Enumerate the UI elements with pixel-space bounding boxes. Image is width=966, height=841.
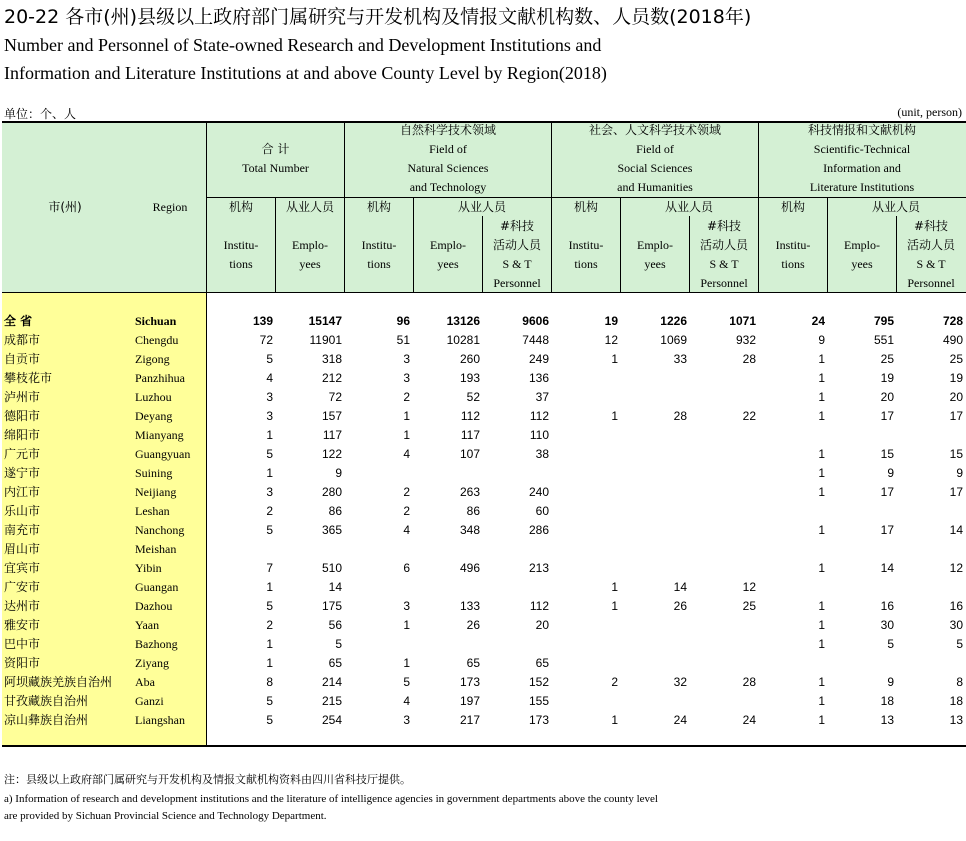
employees-header-en: yees [851, 257, 873, 271]
st-personnel-header-en: Personnel [907, 276, 955, 290]
table-cell: 5 [266, 713, 273, 727]
region-name-en: Luzhou [135, 390, 172, 404]
region-name-en: Yibin [135, 561, 162, 575]
table-cell: 1 [818, 637, 825, 651]
table-cell: 107 [459, 447, 480, 461]
table-cell: 52 [466, 390, 480, 404]
region-name-zh: 攀枝花市 [4, 371, 53, 385]
table-cell: 1 [818, 352, 825, 366]
region-name-zh: 乐山市 [4, 504, 41, 518]
table-cell: 5 [403, 675, 410, 689]
region-name-en: Aba [135, 675, 155, 689]
natural-header-en3: and Technology [409, 180, 487, 194]
table-cell: 1 [403, 409, 410, 423]
table-cell: 1 [818, 409, 825, 423]
table-cell: 286 [528, 523, 549, 537]
table-cell: 65 [535, 656, 549, 670]
table-cell: 72 [328, 390, 342, 404]
table-cell: 65 [328, 656, 342, 670]
table-cell: 25 [949, 352, 963, 366]
employees-header-en: Emplo- [430, 238, 466, 252]
table-cell: 1 [266, 637, 273, 651]
table-cell: 26 [466, 618, 480, 632]
region-name-zh: 泸州市 [4, 390, 41, 404]
table-cell: 9 [818, 333, 825, 347]
table-cell: 122 [321, 447, 342, 461]
table-cell: 1 [818, 694, 825, 708]
unit-label-en: (unit, person) [897, 105, 962, 119]
natural-header-en1: Field of [429, 142, 467, 156]
info-header-zh: 科技情报和文献机构 [807, 123, 916, 137]
table-cell: 1 [403, 428, 410, 442]
table-cell: 193 [459, 371, 480, 385]
employees-header-en: yees [299, 257, 321, 271]
st-personnel-header-zh: 活动人员 [699, 238, 748, 252]
table-cell: 5 [266, 523, 273, 537]
footnote-zh: 注：县级以上政府部门属研究与开发机构及情报文献机构资料由四川省科技厅提供。 [4, 773, 411, 786]
region-name-en: Guangyuan [135, 447, 191, 461]
natural-header-zh: 自然科学技术领域 [399, 123, 496, 137]
table-row [2, 426, 966, 445]
table-cell: 8 [956, 675, 963, 689]
institutions-header-en: Institu- [223, 238, 259, 252]
table-cell: 38 [535, 447, 549, 461]
table-cell: 20 [880, 390, 894, 404]
table-cell: 28 [673, 409, 687, 423]
table-cell: 19 [949, 371, 963, 385]
table-cell: 1 [403, 656, 410, 670]
table-cell: 19 [604, 314, 618, 328]
table-cell: 24 [811, 314, 825, 328]
table-cell: 152 [528, 675, 549, 689]
table-cell: 136 [528, 371, 549, 385]
table-cell: 28 [742, 352, 756, 366]
table-cell: 260 [459, 352, 480, 366]
st-personnel-header-en: Personnel [493, 276, 541, 290]
table-cell: 1 [818, 447, 825, 461]
table-cell: 3 [403, 371, 410, 385]
table-cell: 12 [949, 561, 963, 575]
table-cell: 155 [528, 694, 549, 708]
table-cell: 5 [266, 599, 273, 613]
table-cell: 551 [873, 333, 894, 347]
table-cell: 5 [956, 637, 963, 651]
table-cell: 213 [528, 561, 549, 575]
employees-header-en: Emplo- [637, 238, 673, 252]
social-header-zh: 社会、人文科学技术领域 [588, 123, 721, 137]
total-header-zh: 合 计 [261, 142, 290, 156]
employees-header-zh: 从业人员 [285, 200, 334, 214]
table-row [2, 711, 966, 730]
employees-header-zh: 从业人员 [664, 200, 713, 214]
region-name-en: Mianyang [135, 428, 184, 442]
table-cell: 932 [735, 333, 756, 347]
table-cell: 72 [259, 333, 273, 347]
table-cell: 9 [887, 675, 894, 689]
table-cell: 1226 [660, 314, 687, 328]
unit-label-zh: 单位：个、人 [4, 107, 77, 121]
institutions-header-en: tions [229, 257, 253, 271]
table-cell: 15 [949, 447, 963, 461]
table-cell: 9 [335, 466, 342, 480]
table-row [2, 521, 966, 540]
table-cell: 240 [528, 485, 549, 499]
table-cell: 4 [266, 371, 273, 385]
table-cell: 5 [266, 447, 273, 461]
table-cell: 17 [949, 409, 963, 423]
table-cell: 20 [949, 390, 963, 404]
region-name-zh: 资阳市 [4, 656, 41, 670]
employees-header-zh: 从业人员 [457, 200, 506, 214]
employees-header-en: Emplo- [844, 238, 880, 252]
table-row [2, 540, 966, 559]
table-row [2, 407, 966, 426]
institutions-header-en: tions [574, 257, 598, 271]
table-cell: 117 [460, 428, 480, 442]
table-cell: 30 [880, 618, 894, 632]
region-name-en: Ganzi [135, 694, 164, 708]
table-cell: 2 [266, 618, 273, 632]
region-name-en: Suining [135, 466, 173, 480]
table-cell: 33 [673, 352, 687, 366]
employees-header-en: Emplo- [292, 238, 328, 252]
region-name-zh: 绵阳市 [4, 428, 41, 442]
table-cell: 1 [266, 466, 273, 480]
region-name-zh: 雅安市 [4, 618, 41, 632]
table-cell: 86 [466, 504, 480, 518]
table-row-total [2, 312, 966, 331]
table-row [2, 597, 966, 616]
table-cell: 37 [535, 390, 549, 404]
table-cell: 2 [403, 390, 410, 404]
table-cell: 217 [459, 713, 480, 727]
institutions-header-en: Institu- [568, 238, 604, 252]
table-cell: 133 [459, 599, 480, 613]
table-cell: 1 [818, 618, 825, 632]
institutions-header-zh: 机构 [780, 200, 805, 214]
table-cell: 112 [460, 409, 480, 423]
st-personnel-header-zh: #科技 [913, 219, 949, 233]
table-cell: 173 [459, 675, 480, 689]
institutions-header-zh: 机构 [573, 200, 598, 214]
info-header-en2: Information and [823, 161, 901, 175]
table-cell: 16 [880, 599, 894, 613]
table-cell: 1 [818, 466, 825, 480]
table-cell: 9606 [522, 314, 549, 328]
table-cell: 7448 [522, 333, 549, 347]
table-row [2, 673, 966, 692]
st-personnel-header-en: Personnel [700, 276, 748, 290]
table-cell: 11901 [309, 333, 342, 347]
table-cell: 15 [880, 447, 894, 461]
table-cell: 32 [673, 675, 687, 689]
table-cell: 96 [396, 314, 410, 328]
social-header-en2: Social Sciences [617, 161, 693, 175]
region-name-en: Leshan [135, 504, 170, 518]
table-cell: 3 [403, 599, 410, 613]
table-cell: 1 [818, 523, 825, 537]
table-cell: 1 [611, 580, 618, 594]
total-header-en: Total Number [242, 161, 309, 175]
table-cell: 263 [459, 485, 480, 499]
table-cell: 1 [403, 618, 410, 632]
table-cell: 17 [880, 485, 894, 499]
table-cell: 13 [949, 713, 963, 727]
table-cell: 4 [403, 447, 410, 461]
table-row [2, 692, 966, 711]
table-cell: 14 [328, 580, 342, 594]
table-cell: 2 [403, 504, 410, 518]
region-name-zh: 德阳市 [4, 409, 41, 423]
table-cell: 28 [742, 675, 756, 689]
table-cell: 280 [321, 485, 342, 499]
table-row [2, 445, 966, 464]
region-header-en: Region [152, 200, 188, 214]
table-cell: 14 [949, 523, 963, 537]
table-cell: 110 [529, 428, 549, 442]
st-personnel-header-en: S & T [709, 257, 739, 271]
region-name-zh: 广元市 [4, 447, 41, 461]
table-cell: 1 [818, 675, 825, 689]
region-name-en: Meishan [135, 542, 177, 556]
table-cell: 510 [321, 561, 342, 575]
st-personnel-header-zh: 活动人员 [906, 238, 955, 252]
table-cell: 795 [873, 314, 894, 328]
region-name-zh: 遂宁市 [4, 466, 41, 480]
region-name-en: Neijiang [135, 485, 177, 499]
region-name-zh: 眉山市 [4, 542, 41, 556]
table-row [2, 369, 966, 388]
table-cell: 60 [535, 504, 549, 518]
employees-header-en: yees [437, 257, 459, 271]
table-cell: 1 [818, 390, 825, 404]
table-cell: 1 [266, 580, 273, 594]
table-cell: 215 [321, 694, 342, 708]
table-cell: 1 [818, 485, 825, 499]
table-cell: 3 [266, 409, 273, 423]
table-cell: 24 [673, 713, 687, 727]
table-cell: 2 [403, 485, 410, 499]
table-cell: 1071 [729, 314, 756, 328]
footnote-en-line1: a) Information of research and development institutions and the literature of intelligence agencies in government departments above the county level [4, 793, 658, 805]
region-name-zh: 巴中市 [4, 637, 41, 651]
table-cell: 112 [529, 409, 549, 423]
table-cell: 1 [611, 599, 618, 613]
table-cell: 16 [949, 599, 963, 613]
table-row [2, 464, 966, 483]
region-name-en: Chengdu [135, 333, 179, 347]
institutions-header-en: tions [781, 257, 805, 271]
table-cell: 197 [459, 694, 480, 708]
table-cell: 175 [321, 599, 342, 613]
table-cell: 8 [266, 675, 273, 689]
table-cell: 3 [403, 352, 410, 366]
table-cell: 10281 [446, 333, 480, 347]
table-row [2, 502, 966, 521]
table-cell: 5 [266, 694, 273, 708]
table-cell: 1 [818, 371, 825, 385]
st-personnel-header-zh: #科技 [499, 219, 535, 233]
table-cell: 25 [742, 599, 756, 613]
table-cell: 3 [403, 713, 410, 727]
employees-header-en: yees [644, 257, 666, 271]
region-name-zh: 广安市 [4, 580, 41, 594]
social-header-en3: and Humanities [617, 180, 693, 194]
table-cell: 2 [266, 504, 273, 518]
st-personnel-header-zh: #科技 [706, 219, 742, 233]
table-cell: 5 [266, 352, 273, 366]
region-name-zh: 阿坝藏族羌族自治州 [4, 675, 113, 689]
table-cell: 365 [321, 523, 342, 537]
table-cell: 249 [528, 352, 549, 366]
region-name-zh: 达州市 [4, 599, 41, 613]
institutions-header-en: Institu- [361, 238, 397, 252]
table-cell: 212 [321, 371, 342, 385]
social-header-en1: Field of [636, 142, 674, 156]
region-name-en: Panzhihua [135, 371, 185, 385]
table-cell: 214 [321, 675, 342, 689]
table-title-en-line2: Information and Literature Institutions at and above County Level by Region(2018) [4, 63, 607, 83]
institutions-header-en: Institu- [775, 238, 811, 252]
table-cell: 65 [466, 656, 480, 670]
table-cell: 1 [818, 713, 825, 727]
info-header-en1: Scientific-Technical [813, 142, 911, 156]
table-cell: 348 [459, 523, 480, 537]
table-cell: 318 [321, 352, 342, 366]
region-header-zh: 市(州) [48, 200, 82, 214]
region-name-zh: 成都市 [4, 333, 41, 347]
table-row [2, 559, 966, 578]
table-cell: 2 [611, 675, 618, 689]
table-cell: 1 [611, 409, 618, 423]
table-cell: 13126 [446, 314, 480, 328]
region-name-en: Bazhong [135, 637, 178, 651]
table-cell: 3 [266, 390, 273, 404]
region-name-en: Ziyang [135, 656, 169, 670]
table-cell: 728 [942, 314, 963, 328]
table-row [2, 635, 966, 654]
region-name-zh: 甘孜藏族自治州 [4, 694, 89, 708]
region-name-en: Zigong [135, 352, 170, 366]
table-cell: 5 [335, 637, 342, 651]
institutions-header-en: tions [367, 257, 391, 271]
table-cell: 20 [535, 618, 549, 632]
table-cell: 5 [887, 637, 894, 651]
table-row [2, 578, 966, 597]
region-name-en: Dazhou [135, 599, 173, 613]
table-cell: 490 [942, 333, 963, 347]
table-cell: 12 [604, 333, 618, 347]
table-cell: 1 [611, 713, 618, 727]
table-cell: 9 [887, 466, 894, 480]
table-cell: 1069 [660, 333, 687, 347]
table-cell: 17 [949, 485, 963, 499]
table-row [2, 388, 966, 407]
table-cell: 117 [322, 428, 342, 442]
table-cell: 18 [880, 694, 894, 708]
table-cell: 12 [742, 580, 756, 594]
table-cell: 1 [266, 656, 273, 670]
region-name-en: Liangshan [135, 713, 185, 727]
region-name-zh: 凉山彝族自治州 [4, 713, 89, 727]
table-cell: 86 [328, 504, 342, 518]
table-row [2, 654, 966, 673]
table-cell: 9 [956, 466, 963, 480]
table-cell: 51 [396, 333, 410, 347]
region-name-zh: 全 省 [4, 314, 33, 328]
table-cell: 1 [818, 561, 825, 575]
table-cell: 30 [949, 618, 963, 632]
table-bottom-rule [2, 745, 966, 747]
table-cell: 496 [459, 561, 480, 575]
table-cell: 15147 [308, 314, 342, 328]
table-title-en-line1: Number and Personnel of State-owned Research and Development Institutions and [4, 35, 602, 55]
table-cell: 4 [403, 523, 410, 537]
region-name-zh: 南充市 [4, 523, 41, 537]
table-cell: 1 [266, 428, 273, 442]
table-cell: 18 [949, 694, 963, 708]
table-cell: 254 [321, 713, 342, 727]
table-cell: 14 [880, 561, 894, 575]
table-cell: 26 [673, 599, 687, 613]
table-cell: 1 [818, 599, 825, 613]
table-cell: 7 [266, 561, 273, 575]
footnote-en-line2: are provided by Sichuan Provincial Science and Technology Department. [4, 810, 327, 822]
region-name-en: Nanchong [135, 523, 185, 537]
region-name-en: Guangan [135, 580, 179, 594]
info-header-en3: Literature Institutions [809, 180, 915, 194]
employees-header-zh: 从业人员 [871, 200, 920, 214]
region-name-zh: 自贡市 [4, 352, 41, 366]
table-cell: 14 [673, 580, 687, 594]
institutions-header-zh: 机构 [366, 200, 391, 214]
natural-header-en2: Natural Sciences [407, 161, 489, 175]
table-cell: 24 [742, 713, 756, 727]
region-name-en: Yaan [135, 618, 160, 632]
table-title-zh: 20-22 各市(州)县级以上政府部门属研究与开发机构及情报文献机构数、人员数(2018年) [4, 6, 752, 28]
region-name-zh: 宜宾市 [4, 561, 41, 575]
st-personnel-header-en: S & T [502, 257, 532, 271]
table-cell: 1 [611, 352, 618, 366]
table-cell: 19 [880, 371, 894, 385]
table-cell: 22 [742, 409, 756, 423]
region-name-en: Sichuan [135, 314, 177, 328]
table-cell: 112 [529, 599, 549, 613]
st-personnel-header-en: S & T [916, 257, 946, 271]
table-row [2, 483, 966, 502]
table-cell: 17 [880, 409, 894, 423]
table-cell: 157 [321, 409, 342, 423]
region-name-en: Deyang [135, 409, 173, 423]
table-cell: 173 [528, 713, 549, 727]
st-personnel-header-zh: 活动人员 [492, 238, 541, 252]
institutions-header-zh: 机构 [228, 200, 253, 214]
table-cell: 25 [880, 352, 894, 366]
table-cell: 3 [266, 485, 273, 499]
table-cell: 13 [880, 713, 894, 727]
table-cell: 17 [880, 523, 894, 537]
table-row [2, 616, 966, 635]
table-cell: 56 [328, 618, 342, 632]
table-row [2, 331, 966, 350]
table-cell: 139 [252, 314, 273, 328]
table-row [2, 350, 966, 369]
table-cell: 6 [403, 561, 410, 575]
table-cell: 4 [403, 694, 410, 708]
region-name-zh: 内江市 [4, 485, 41, 499]
